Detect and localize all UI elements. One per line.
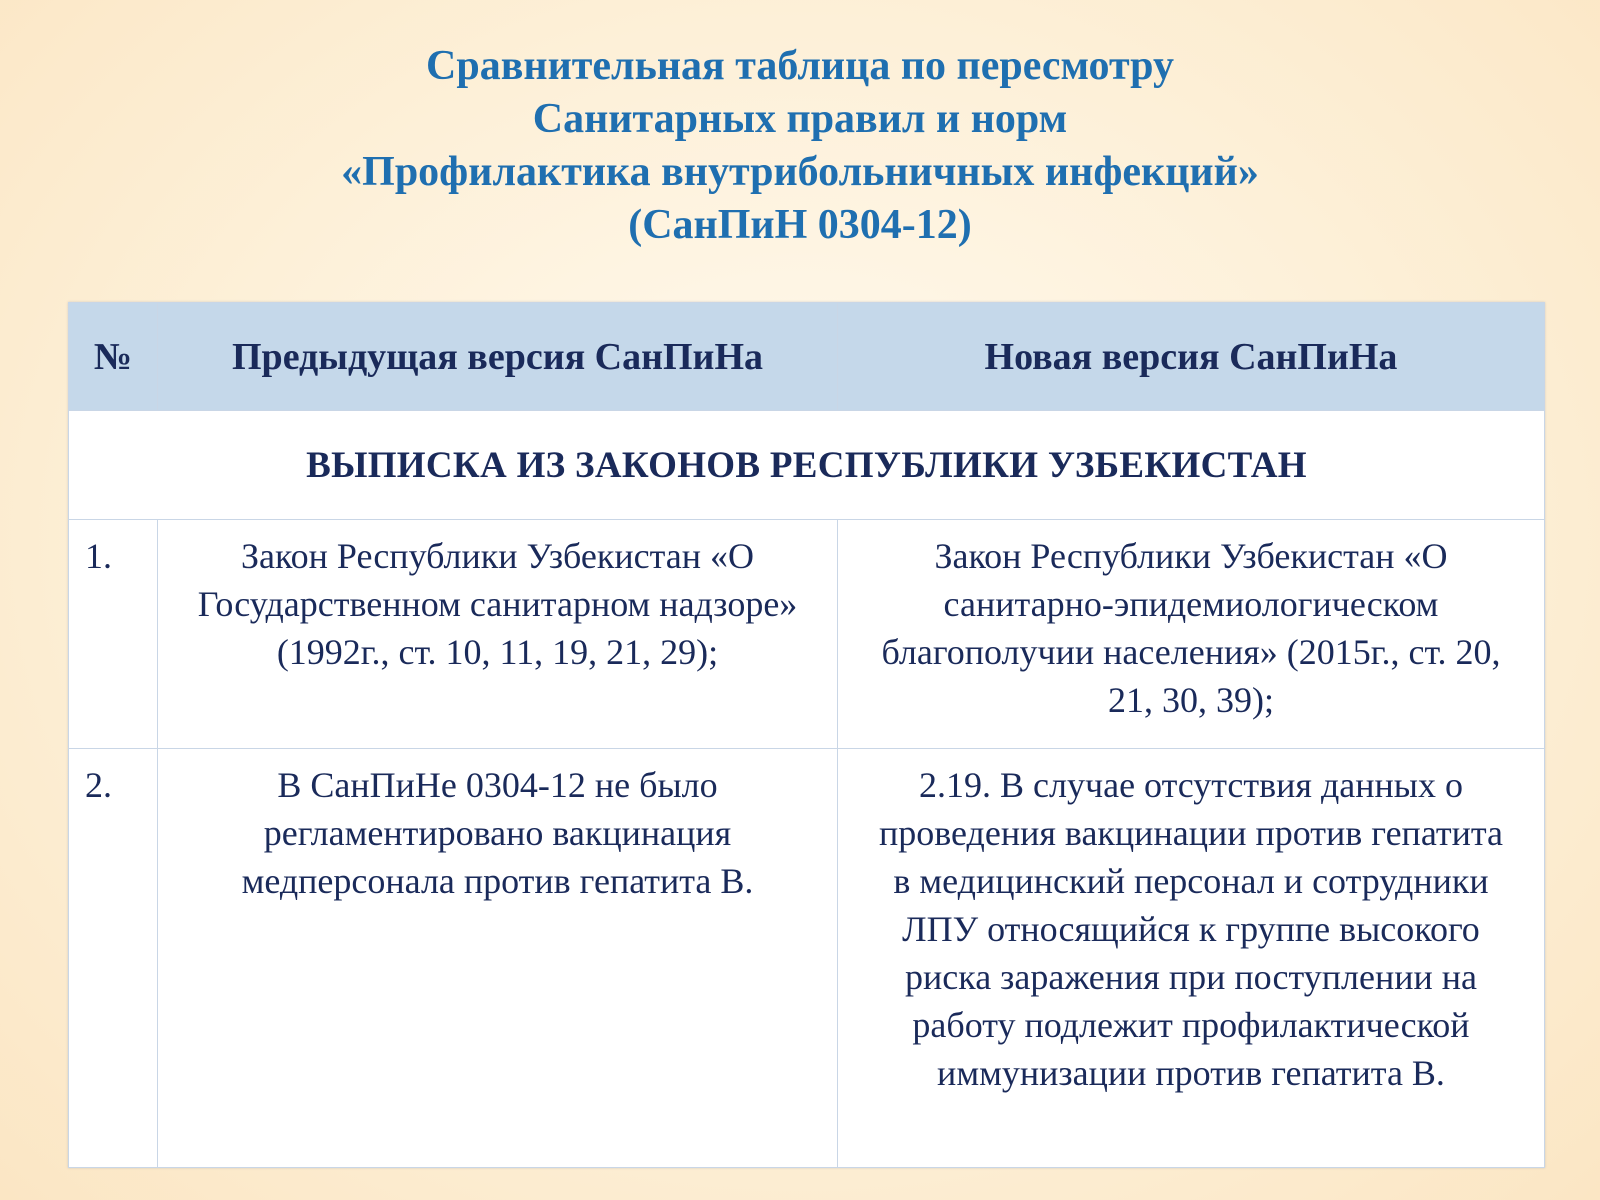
row-number: 2. (69, 749, 158, 1168)
title-line-2: Санитарных правил и норм (532, 96, 1068, 142)
table-row (69, 520, 1545, 749)
new-version-cell: Закон Республики Узбекистан «О санитарно-эпидемиологическом благополучии населения» (2015г., ст. 20, 21, 30, 39); (838, 520, 1545, 749)
header-previous-version: Предыдущая версия СанПиНа (158, 303, 838, 411)
table-header-row (69, 303, 1545, 411)
new-version-cell: 2.19. В случае отсутствия данных о проведения вакцинации против гепатита в медицинский персонал и сотрудники ЛПУ относящийся к группе высокого риска заражения при поступлении на работу подлежит профилактической иммунизации против гепатита В. (838, 749, 1545, 1168)
title-line-4: (СанПиН 0304-12) (628, 202, 972, 248)
page-title (0, 40, 1600, 252)
comparison-table (68, 302, 1545, 1168)
previous-version-cell: Закон Республики Узбекистан «О Государственном санитарном надзоре» (1992г., ст. 10, 11, 19, 21, 29); (158, 520, 838, 749)
table-row (69, 749, 1545, 1168)
header-new-version: Новая версия СанПиНа (838, 303, 1545, 411)
section-row (69, 411, 1545, 520)
previous-version-cell: В СанПиНе 0304-12 не было регламентировано вакцинация медперсонала против гепатита В. (158, 749, 838, 1168)
title-line-3: «Профилактика внутрибольничных инфекций» (341, 149, 1259, 195)
header-num: № (69, 303, 158, 411)
title-line-1: Сравнительная таблица по пересмотру (426, 43, 1174, 89)
row-number: 1. (69, 520, 158, 749)
section-heading: ВЫПИСКА ИЗ ЗАКОНОВ РЕСПУБЛИКИ УЗБЕКИСТАН (69, 411, 1545, 520)
